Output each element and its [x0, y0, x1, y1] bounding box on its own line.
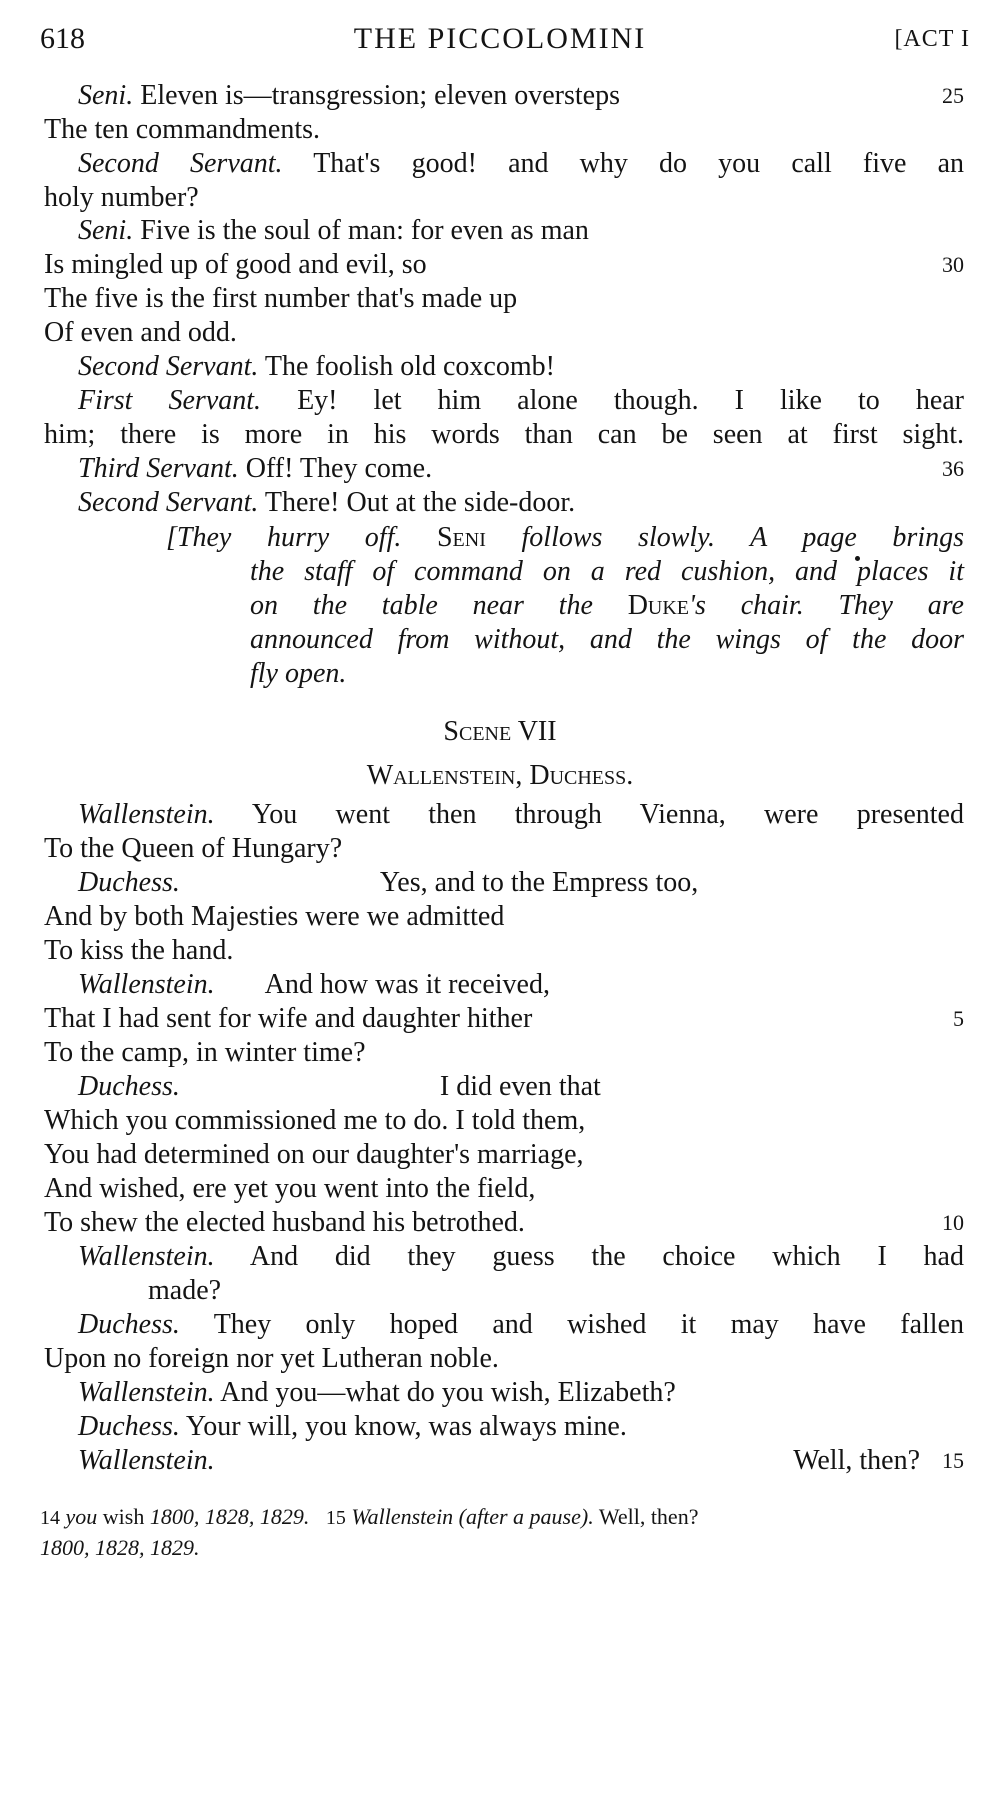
speaker: First Servant. [78, 385, 262, 416]
line-text: made? [148, 1275, 222, 1306]
verse-line [44, 315, 964, 351]
line-number: 25 [942, 83, 964, 108]
prose-line [44, 417, 964, 453]
verse-line [44, 1137, 964, 1173]
line-number: 10 [942, 1210, 964, 1235]
character-name: Duke [627, 590, 690, 621]
verse-line [78, 1409, 964, 1445]
speaker: Duchess. [78, 867, 180, 898]
speaker: Second Servant. [78, 487, 259, 518]
verse-line [44, 1171, 964, 1207]
footnote-text: wish [102, 1504, 145, 1529]
speaker: Seni. [78, 215, 134, 246]
prose-line [44, 180, 964, 216]
verse-line [44, 831, 964, 867]
line-text: Yes, and to the Empress too, [379, 867, 699, 898]
verse-line [44, 1103, 964, 1139]
line-text: That's good! and why do you call five an [313, 148, 965, 179]
speaker: Wallenstein. [78, 1241, 215, 1272]
verse-line [78, 1307, 964, 1343]
line-text: And by both Majesties were we admitted [44, 901, 505, 932]
stage-text: announced from without, and the wings of the door [250, 624, 964, 655]
verse-line [44, 933, 964, 969]
page-number: 618 [40, 22, 85, 55]
footnote-word: you [65, 1504, 98, 1529]
verse-line [44, 1001, 964, 1037]
line-text: To shew the elected husband his betrothed. [44, 1207, 525, 1238]
verse-line [44, 112, 964, 148]
line-text: him; there is more in his words than can be seen at first sight. [44, 419, 964, 450]
stage-text: fly open. [250, 658, 347, 689]
speaker: Wallenstein. [78, 1377, 215, 1408]
stage-text: They hurry off. [176, 522, 402, 553]
stage-text: on the table near the [250, 590, 593, 621]
verse-line [44, 247, 964, 283]
speaker: Second Servant. [78, 148, 283, 179]
verse-line [148, 1273, 964, 1309]
verse-line [44, 1035, 964, 1071]
footnotes [40, 1502, 965, 1563]
verse-line [44, 281, 964, 317]
stage-direction-line [250, 622, 964, 658]
line-text: Of even and odd. [44, 317, 237, 348]
line-text: holy number? [44, 182, 199, 213]
prose-line [78, 146, 964, 182]
line-text: Off! They come. [245, 453, 433, 484]
speaker: Duchess. [78, 1411, 180, 1442]
stage-direction-line [250, 588, 964, 624]
speaker: Duchess. [78, 1309, 180, 1340]
verse-line [44, 1205, 964, 1241]
scene-number: VII [517, 716, 557, 747]
verse-line [78, 865, 964, 901]
line-text: To the Queen of Hungary? [44, 833, 343, 864]
line-text: Is mingled up of good and evil, so [44, 249, 427, 280]
stage-direction-line [250, 554, 964, 590]
line-text: I did even that [439, 1071, 601, 1102]
scene-characters: Wallenstein, Duchess. [366, 760, 634, 791]
line-number: 15 [942, 1448, 964, 1473]
speaker: Wallenstein. [78, 969, 215, 1000]
running-title: THE PICCOLOMINI [353, 22, 647, 55]
stage-text: 's chair. They are [689, 590, 964, 621]
speaker: Wallenstein. [78, 1445, 215, 1476]
verse-line [78, 797, 964, 833]
speaker: Second Servant. [78, 351, 259, 382]
line-text: Well, then? [793, 1445, 920, 1476]
line-text: Your will, you know, was always mine. [185, 1411, 627, 1442]
character-name: Seni [436, 522, 486, 553]
line-text: And how was it received, [264, 969, 550, 1000]
line-text: To kiss the hand. [44, 935, 234, 966]
verse-line [44, 899, 964, 935]
bracket: [ [166, 522, 177, 553]
line-text: There! Out at the side-door. [264, 487, 576, 518]
verse-line [78, 485, 964, 521]
line-text: You went then through Vienna, were presented [251, 799, 964, 830]
line-text: The five is the first number that's made up [44, 283, 518, 314]
verse-line [78, 1375, 964, 1411]
verse-line [78, 967, 964, 1003]
footnote-sources: 1800, 1828, 1829. [40, 1535, 200, 1560]
stage-text: follows slowly. A page brings [521, 522, 965, 553]
prose-line [78, 383, 964, 419]
line-text: Upon no foreign nor yet Lutheran noble. [44, 1343, 499, 1374]
footnote-number: 14 [40, 1507, 60, 1529]
verse-line [78, 1239, 964, 1275]
stage-direction-line [250, 656, 964, 692]
scene-heading [0, 716, 1000, 748]
speaker: Seni. [78, 80, 134, 111]
line-text: And you—what do you wish, Elizabeth? [220, 1377, 676, 1408]
line-text: The foolish old coxcomb! [264, 351, 555, 382]
line-text: Ey! let him alone though. I like to hear [297, 385, 965, 416]
speaker: Wallenstein. [78, 799, 215, 830]
line-text: And did they guess the choice which I had [249, 1241, 964, 1272]
footnote-sources: 1800, 1828, 1829. [149, 1504, 310, 1529]
verse-line [78, 213, 964, 249]
footnote-number: 15 [325, 1507, 346, 1529]
line-text: Eleven is—transgression; eleven oversteps [140, 80, 620, 111]
verse-line [78, 349, 964, 385]
line-text: And wished, ere yet you went into the field, [44, 1173, 536, 1204]
stage-direction-line [166, 520, 964, 556]
verse-line [78, 451, 964, 487]
verse-line [78, 1069, 964, 1105]
line-number: 36 [942, 456, 964, 481]
footnote-text: Well, then? [598, 1504, 699, 1529]
line-text: To the camp, in winter time? [44, 1037, 366, 1068]
line-text: That I had sent for wife and daughter hither [44, 1003, 533, 1034]
speaker: Third Servant. [78, 453, 239, 484]
footnote-word: Wallenstein (after a pause). [351, 1504, 594, 1529]
line-number: 5 [953, 1006, 964, 1031]
scene-word: Scene [443, 716, 512, 747]
verse-line [44, 1341, 964, 1377]
line-text: Which you commissioned me to do. I told them, [44, 1105, 586, 1136]
line-text: You had determined on our daughter's marriage, [44, 1139, 584, 1170]
speaker: Duchess. [78, 1071, 180, 1102]
line-text: Five is the soul of man: for even as man [140, 215, 589, 246]
stage-text: the staff of command on a red cushion, and places it [250, 556, 964, 587]
line-text: They only hoped and wished it may have fallen [213, 1309, 964, 1340]
line-text: The ten commandments. [44, 114, 321, 145]
line-number: 30 [942, 252, 964, 277]
act-marker: [ACT I [894, 26, 970, 52]
verse-line [78, 1443, 964, 1479]
verse-line [78, 78, 964, 114]
